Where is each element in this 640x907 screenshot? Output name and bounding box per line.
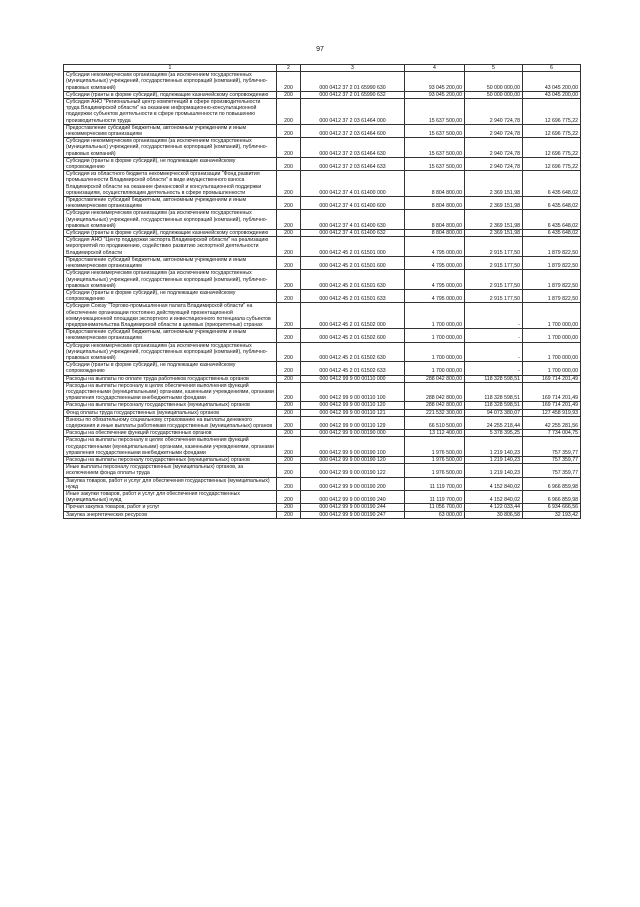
approved-amount-cell: 66 510 500,00 — [405, 416, 465, 429]
row-code-cell: 200 — [277, 99, 301, 125]
approved-amount-cell: 1 976 500,00 — [405, 437, 465, 457]
row-code-cell: 200 — [277, 477, 301, 490]
executed-amount-cell: 2 915 177,50 — [465, 256, 523, 269]
column-header: 4 — [405, 65, 465, 72]
row-code-cell: 200 — [277, 464, 301, 477]
executed-amount-cell: 2 915 177,50 — [465, 237, 523, 257]
row-code-cell: 200 — [277, 210, 301, 230]
row-code-cell: 200 — [277, 402, 301, 409]
row-code-cell: 200 — [277, 382, 301, 402]
executed-amount-cell: 4 152 840,02 — [465, 491, 523, 504]
row-code-cell: 200 — [277, 171, 301, 197]
row-name-cell: Субсидия из областного бюджета некоммерческой организации "Фонд развития промышленности Владимирской области" в виде имущественного взноса Владимирской области на оказание финансовой и консультационной поддержки организациям, осуществляющим деятельность в сфере промышленности — [64, 171, 277, 197]
table-row — [64, 437, 581, 457]
budget-code-cell: 000 0412 37 2 01 65990 632 — [301, 91, 405, 98]
row-code-cell: 200 — [277, 124, 301, 137]
approved-amount-cell: 288 042 800,00 — [405, 382, 465, 402]
row-code-cell: 200 — [277, 511, 301, 518]
budget-code-cell: 000 0412 37 2 03 61464 630 — [301, 138, 405, 158]
row-code-cell: 200 — [277, 329, 301, 342]
budget-code-cell: 000 0412 37 2 03 61464 600 — [301, 124, 405, 137]
executed-amount-cell: 1 219 140,23 — [465, 456, 523, 463]
unexecuted-amount-cell: 757 359,77 — [523, 464, 581, 477]
approved-amount-cell: 15 637 500,00 — [405, 99, 465, 125]
approved-amount-cell: 15 637 500,00 — [405, 124, 465, 137]
approved-amount-cell: 221 532 300,00 — [405, 409, 465, 416]
budget-code-cell: 000 0412 99 9 00 00190 240 — [301, 491, 405, 504]
table-row — [64, 477, 581, 490]
approved-amount-cell: 1 976 500,00 — [405, 464, 465, 477]
row-code-cell: 200 — [277, 256, 301, 269]
row-name-cell: Субсидии (гранты в форме субсидий), подлежащие казначейскому сопровождению — [64, 91, 277, 98]
executed-amount-cell: 4 122 033,44 — [465, 504, 523, 511]
table-row — [64, 171, 581, 197]
row-name-cell: Расходы на выплаты по оплате труда работников государственных органов — [64, 375, 277, 382]
row-name-cell: Расходы на выплаты персоналу государственных (муниципальных) органов — [64, 402, 277, 409]
unexecuted-amount-cell: 757 359,77 — [523, 456, 581, 463]
table-row — [64, 491, 581, 504]
row-code-cell: 200 — [277, 289, 301, 302]
budget-code-cell: 000 0412 37 4 01 61400 630 — [301, 210, 405, 230]
row-code-cell: 200 — [277, 456, 301, 463]
row-name-cell: Субсидии некоммерческим организациям (за исключением государственных (муниципальных) учреждений, государственных корпораций (компаний), публично-правовых компаний) — [64, 72, 277, 92]
table-row — [64, 402, 581, 409]
table-row — [64, 197, 581, 210]
row-name-cell: Субсидия Союзу "Торгово-промышленная палата Владимирской области" на обеспечение организации постоянно действующей презентационной коммуникационной площадки экспортного и инвестиционного потенциала субъектов предпринимательства Владимирской области в целевых (приоритетных) странах — [64, 303, 277, 329]
row-name-cell: Субсидии (гранты в форме субсидий), не подлежащие казначейскому сопровождению — [64, 289, 277, 302]
row-name-cell: Иные выплаты персоналу государственных (муниципальных) органов, за исключением фонда оплаты труда — [64, 464, 277, 477]
table-row — [64, 289, 581, 302]
row-code-cell: 200 — [277, 230, 301, 237]
table-row — [64, 409, 581, 416]
unexecuted-amount-cell: 7 734 004,75 — [523, 430, 581, 437]
unexecuted-amount-cell: 1 879 822,50 — [523, 270, 581, 290]
approved-amount-cell: 8 804 800,00 — [405, 230, 465, 237]
executed-amount-cell: - — [465, 303, 523, 329]
row-name-cell: Взносы по обязательному социальному страхованию на выплаты денежного содержания и иные выплаты работникам государственных (муниципальных) органов — [64, 416, 277, 429]
row-code-cell: 200 — [277, 91, 301, 98]
budget-code-cell: 000 0412 99 9 00 00110 120 — [301, 402, 405, 409]
table-row — [64, 456, 581, 463]
approved-amount-cell: 4 795 000,00 — [405, 270, 465, 290]
row-name-cell: Предоставление субсидий бюджетным, автономным учреждениям и иным некоммерческим организациям — [64, 329, 277, 342]
unexecuted-amount-cell: 43 045 200,00 — [523, 91, 581, 98]
budget-code-cell: 000 0412 37 4 01 61400 632 — [301, 230, 405, 237]
approved-amount-cell: 93 045 200,00 — [405, 72, 465, 92]
approved-amount-cell: 1 700 000,00 — [405, 329, 465, 342]
column-header: 6 — [523, 65, 581, 72]
unexecuted-amount-cell: 169 714 201,49 — [523, 375, 581, 382]
row-name-cell: Субсидии некоммерческим организациям (за исключением государственных (муниципальных) учреждений, государственных корпораций (компаний), публично-правовых компаний) — [64, 342, 277, 362]
budget-code-cell: 000 0412 99 9 00 00190 122 — [301, 464, 405, 477]
row-code-cell: 200 — [277, 342, 301, 362]
table-row — [64, 430, 581, 437]
budget-code-cell: 000 0412 99 9 00 00190 247 — [301, 511, 405, 518]
table-row — [64, 91, 581, 98]
executed-amount-cell: 2 915 177,50 — [465, 270, 523, 290]
approved-amount-cell: 4 795 000,00 — [405, 256, 465, 269]
table-row — [64, 72, 581, 92]
table-row — [64, 464, 581, 477]
unexecuted-amount-cell: 6 435 648,02 — [523, 171, 581, 197]
row-code-cell: 200 — [277, 504, 301, 511]
approved-amount-cell: 13 112 400,00 — [405, 430, 465, 437]
unexecuted-amount-cell: 6 435 648,02 — [523, 230, 581, 237]
budget-code-cell: 000 0412 45 2 01 61502 000 — [301, 303, 405, 329]
executed-amount-cell: 2 369 151,98 — [465, 197, 523, 210]
row-name-cell: Субсидии некоммерческим организациям (за исключением государственных (муниципальных) учреждений, государственных корпораций (компаний), публично-правовых компаний) — [64, 138, 277, 158]
row-name-cell: Субсидии (гранты в форме субсидий), не подлежащие казначейскому сопровождению — [64, 362, 277, 375]
executed-amount-cell: 118 328 598,51 — [465, 382, 523, 402]
table-row — [64, 416, 581, 429]
budget-code-cell: 000 0412 99 9 00 00110 129 — [301, 416, 405, 429]
row-name-cell: Расходы на выплаты персоналу государственных (муниципальных) органов — [64, 456, 277, 463]
executed-amount-cell: 5 378 395,25 — [465, 430, 523, 437]
unexecuted-amount-cell: 169 714 201,49 — [523, 382, 581, 402]
table-row — [64, 329, 581, 342]
approved-amount-cell: 15 637 500,00 — [405, 138, 465, 158]
budget-code-cell: 000 0412 99 9 00 00190 120 — [301, 456, 405, 463]
table-row — [64, 237, 581, 257]
table-row — [64, 138, 581, 158]
budget-code-cell: 000 0412 99 9 00 00190 200 — [301, 477, 405, 490]
budget-code-cell: 000 0412 99 9 00 00190 100 — [301, 437, 405, 457]
executed-amount-cell: 2 940 724,78 — [465, 138, 523, 158]
approved-amount-cell: 11 056 700,00 — [405, 504, 465, 511]
row-code-cell: 200 — [277, 409, 301, 416]
executed-amount-cell: 2 940 724,78 — [465, 99, 523, 125]
budget-code-cell: 000 0412 37 4 01 61400 000 — [301, 171, 405, 197]
table-row — [64, 157, 581, 170]
unexecuted-amount-cell: 1 700 000,00 — [523, 329, 581, 342]
executed-amount-cell: 118 328 598,51 — [465, 402, 523, 409]
approved-amount-cell: 8 804 800,00 — [405, 197, 465, 210]
approved-amount-cell: 1 700 000,00 — [405, 362, 465, 375]
table-row — [64, 504, 581, 511]
budget-code-cell: 000 0412 99 9 00 00110 121 — [301, 409, 405, 416]
unexecuted-amount-cell: 1 879 822,50 — [523, 256, 581, 269]
row-name-cell: Прочая закупка товаров, работ и услуг — [64, 504, 277, 511]
row-name-cell: Закупка товаров, работ и услуг для обеспечения государственных (муниципальных) нужд — [64, 477, 277, 490]
budget-code-cell: 000 0412 45 2 01 61501 600 — [301, 256, 405, 269]
budget-execution-table — [63, 64, 581, 519]
unexecuted-amount-cell: 6 934 666,56 — [523, 504, 581, 511]
row-code-cell: 200 — [277, 416, 301, 429]
executed-amount-cell: 2 369 151,98 — [465, 230, 523, 237]
unexecuted-amount-cell: 12 696 775,22 — [523, 157, 581, 170]
approved-amount-cell: 4 795 000,00 — [405, 237, 465, 257]
executed-amount-cell: 50 000 000,00 — [465, 72, 523, 92]
approved-amount-cell: 11 119 700,00 — [405, 477, 465, 490]
executed-amount-cell: - — [465, 342, 523, 362]
row-name-cell: Субсидии (гранты в форме субсидий), не подлежащие казначейскому сопровождению — [64, 157, 277, 170]
approved-amount-cell: 4 795 000,00 — [405, 289, 465, 302]
table-row — [64, 511, 581, 518]
row-code-cell: 200 — [277, 197, 301, 210]
table-row — [64, 99, 581, 125]
column-header: 1 — [64, 65, 277, 72]
budget-code-cell: 000 0412 99 9 00 00190 000 — [301, 430, 405, 437]
executed-amount-cell: 2 369 151,98 — [465, 171, 523, 197]
executed-amount-cell: 30 806,58 — [465, 511, 523, 518]
approved-amount-cell: 1 976 500,00 — [405, 456, 465, 463]
approved-amount-cell: 1 700 000,00 — [405, 342, 465, 362]
row-code-cell: 200 — [277, 375, 301, 382]
executed-amount-cell: 1 219 140,23 — [465, 464, 523, 477]
unexecuted-amount-cell: 127 458 919,93 — [523, 409, 581, 416]
unexecuted-amount-cell: 6 966 859,98 — [523, 477, 581, 490]
row-name-cell: Субсидии некоммерческим организациям (за исключением государственных (муниципальных) учреждений, государственных корпораций (компаний), публично-правовых компаний) — [64, 210, 277, 230]
unexecuted-amount-cell: 757 359,77 — [523, 437, 581, 457]
table-row — [64, 256, 581, 269]
executed-amount-cell: 2 369 151,98 — [465, 210, 523, 230]
unexecuted-amount-cell: 32 193,42 — [523, 511, 581, 518]
budget-code-cell: 000 0412 99 9 00 00190 244 — [301, 504, 405, 511]
table-row — [64, 230, 581, 237]
budget-code-cell: 000 0412 99 9 00 00110 100 — [301, 382, 405, 402]
row-name-cell: Расходы на обеспечение функций государственных органов — [64, 430, 277, 437]
executed-amount-cell: - — [465, 329, 523, 342]
table-row — [64, 270, 581, 290]
executed-amount-cell: 94 073 380,07 — [465, 409, 523, 416]
unexecuted-amount-cell: 1 879 822,50 — [523, 289, 581, 302]
executed-amount-cell: 4 152 840,02 — [465, 477, 523, 490]
unexecuted-amount-cell: 12 696 775,22 — [523, 99, 581, 125]
row-name-cell: Расходы на выплаты персоналу в целях обеспечения выполнения функций государственными (муниципальными) органами, казенными учреждениями, органами управления государственными внебюджетными фондами — [64, 437, 277, 457]
table-row — [64, 382, 581, 402]
approved-amount-cell: 288 042 800,00 — [405, 375, 465, 382]
executed-amount-cell: 118 328 598,51 — [465, 375, 523, 382]
row-name-cell: Субсидия АНО "Центр поддержки экспорта Владимирской области" на реализацию мероприятий по продвижению, содействию развитию экспортной деятельности Владимирской области — [64, 237, 277, 257]
budget-code-cell: 000 0412 37 2 03 61464 633 — [301, 157, 405, 170]
table-row — [64, 362, 581, 375]
row-code-cell: 200 — [277, 437, 301, 457]
approved-amount-cell: 93 045 200,00 — [405, 91, 465, 98]
row-code-cell: 200 — [277, 157, 301, 170]
row-name-cell: Субсидии (гранты в форме субсидий), подлежащие казначейскому сопровождению — [64, 230, 277, 237]
unexecuted-amount-cell: 169 714 201,49 — [523, 402, 581, 409]
row-name-cell: Предоставление субсидий бюджетным, автономным учреждениям и иным некоммерческим организациям — [64, 124, 277, 137]
row-name-cell: Иные закупки товаров, работ и услуг для обеспечения государственных (муниципальных) нужд — [64, 491, 277, 504]
unexecuted-amount-cell: 1 700 000,00 — [523, 362, 581, 375]
budget-code-cell: 000 0412 45 2 01 61502 600 — [301, 329, 405, 342]
approved-amount-cell: 11 119 700,00 — [405, 491, 465, 504]
budget-code-cell: 000 0412 45 2 01 61501 630 — [301, 270, 405, 290]
approved-amount-cell: 15 637 500,00 — [405, 157, 465, 170]
row-code-cell: 200 — [277, 303, 301, 329]
budget-code-cell: 000 0412 45 2 01 61501 633 — [301, 289, 405, 302]
unexecuted-amount-cell: 1 700 000,00 — [523, 342, 581, 362]
row-code-cell: 200 — [277, 72, 301, 92]
unexecuted-amount-cell: 6 435 648,02 — [523, 210, 581, 230]
row-name-cell: Предоставление субсидий бюджетным, автономным учреждениям и иным некоммерческим организациям — [64, 256, 277, 269]
budget-code-cell: 000 0412 37 2 01 65990 630 — [301, 72, 405, 92]
executed-amount-cell: 50 000 000,00 — [465, 91, 523, 98]
table-row — [64, 210, 581, 230]
row-name-cell: Фонд оплаты труда государственных (муниципальных) органов — [64, 409, 277, 416]
executed-amount-cell: 2 915 177,50 — [465, 289, 523, 302]
budget-code-cell: 000 0412 45 2 01 61501 000 — [301, 237, 405, 257]
approved-amount-cell: 8 804 800,00 — [405, 171, 465, 197]
unexecuted-amount-cell: 42 255 281,56 — [523, 416, 581, 429]
table-row — [64, 342, 581, 362]
column-header: 3 — [301, 65, 405, 72]
unexecuted-amount-cell: 12 696 775,22 — [523, 138, 581, 158]
budget-code-cell: 000 0412 37 4 01 61400 600 — [301, 197, 405, 210]
unexecuted-amount-cell: 1 700 000,00 — [523, 303, 581, 329]
approved-amount-cell: 288 042 800,00 — [405, 402, 465, 409]
page-number: 97 — [316, 46, 324, 53]
row-name-cell: Субсидии некоммерческим организациям (за исключением государственных (муниципальных) учреждений, государственных корпораций (компаний), публично-правовых компаний) — [64, 270, 277, 290]
row-code-cell: 200 — [277, 270, 301, 290]
row-code-cell: 200 — [277, 362, 301, 375]
unexecuted-amount-cell: 1 879 822,50 — [523, 237, 581, 257]
row-code-cell: 200 — [277, 430, 301, 437]
unexecuted-amount-cell: 6 966 859,98 — [523, 491, 581, 504]
table-row — [64, 124, 581, 137]
executed-amount-cell: 1 219 140,23 — [465, 437, 523, 457]
budget-code-cell: 000 0412 45 2 01 61502 633 — [301, 362, 405, 375]
executed-amount-cell: 2 940 724,78 — [465, 157, 523, 170]
executed-amount-cell: 2 940 724,78 — [465, 124, 523, 137]
column-header: 2 — [277, 65, 301, 72]
row-name-cell: Закупка энергетических ресурсов — [64, 511, 277, 518]
row-name-cell: Субсидия АНО "Региональный центр компетенций в сфере производительности труда Владимирской области" на оказание информационно-консультационной поддержки субъектов деятельности в сфере промышленности по повышению производительности труда — [64, 99, 277, 125]
column-number-header-row — [64, 65, 581, 72]
row-name-cell: Расходы на выплаты персоналу в целях обеспечения выполнения функций государственными (муниципальными) органами, казенными учреждениями, органами управления государственными внебюджетными фондами — [64, 382, 277, 402]
table-row — [64, 375, 581, 382]
approved-amount-cell: 8 804 800,00 — [405, 210, 465, 230]
table-row — [64, 303, 581, 329]
approved-amount-cell: 1 700 000,00 — [405, 303, 465, 329]
row-name-cell: Предоставление субсидий бюджетным, автономным учреждениям и иным некоммерческим организациям — [64, 197, 277, 210]
unexecuted-amount-cell: 43 045 200,00 — [523, 72, 581, 92]
row-code-cell: 200 — [277, 237, 301, 257]
column-header: 5 — [465, 65, 523, 72]
row-code-cell: 200 — [277, 491, 301, 504]
budget-code-cell: 000 0412 37 2 03 61464 000 — [301, 99, 405, 125]
budget-code-cell: 000 0412 99 9 00 00110 000 — [301, 375, 405, 382]
row-code-cell: 200 — [277, 138, 301, 158]
executed-amount-cell: 24 255 218,44 — [465, 416, 523, 429]
approved-amount-cell: 63 000,00 — [405, 511, 465, 518]
unexecuted-amount-cell: 12 696 775,22 — [523, 124, 581, 137]
executed-amount-cell: - — [465, 362, 523, 375]
budget-code-cell: 000 0412 45 2 01 61502 630 — [301, 342, 405, 362]
unexecuted-amount-cell: 6 435 648,02 — [523, 197, 581, 210]
